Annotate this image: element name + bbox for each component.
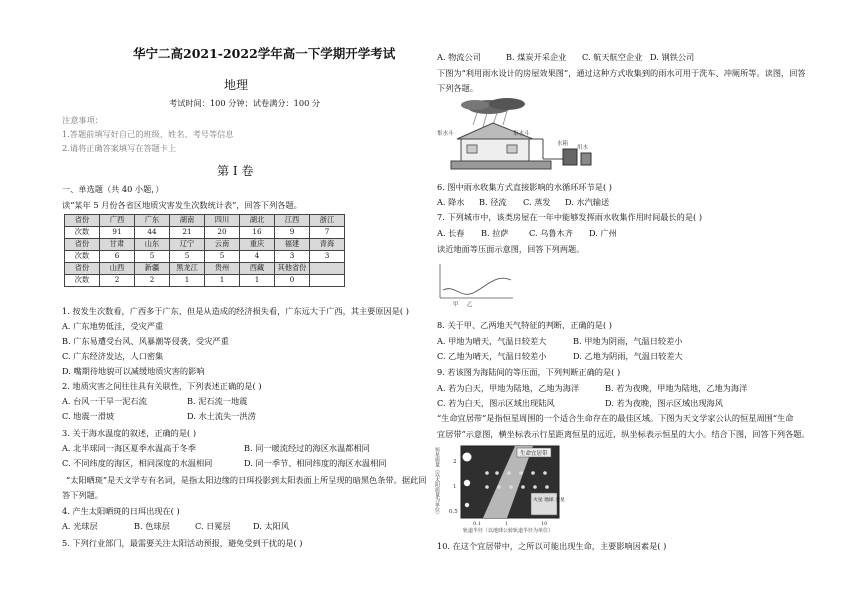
table-cell: 1 <box>205 275 240 287</box>
q3-option-b: B. 同一暖流经过的海区水温都相同 <box>244 443 370 453</box>
habitable-xlabel: 轨道半径（以地球公转轨道半径为单位） <box>463 528 554 534</box>
table-cell: 21 <box>170 227 205 239</box>
intro-1: 读“某年 5 月份各省区地质灾害发生次数统计表”，回答下列各题。 <box>62 200 302 210</box>
y-tick-0.5: 0.5 <box>449 509 458 515</box>
q5-option-a: A. 物流公司 <box>437 52 481 62</box>
habitable-ylabel: 恒星质量（以太阳质量为单位） <box>434 447 440 517</box>
house-label-3: 水箱 <box>557 141 569 147</box>
table-cell: 湖北 <box>240 215 275 227</box>
table-cell: 9 <box>275 227 310 239</box>
house-label-4: 用水 <box>577 145 589 151</box>
table-cell: 湖南 <box>170 215 205 227</box>
q3-option-c: C. 不同纬度的海区，相同深度的水温相同 <box>62 458 213 468</box>
section-title: 一、单选题（共 40 小题，） <box>62 184 164 194</box>
table-cell <box>310 263 345 275</box>
table-cell: 辽宁 <box>170 239 205 251</box>
q9-option-c: C. 若为白天，图示区域出现陆风 <box>437 398 555 408</box>
q2-option-c: C. 地震一滑坡 <box>62 411 115 421</box>
intro-3: 读近地面等压面示意图，回答下列两题。 <box>437 244 585 254</box>
q1-option-d: D. 嘴期待地貌可以减缓地质灾害的影响 <box>62 366 205 376</box>
table-cell: 福建 <box>275 239 310 251</box>
table-cell: 四川 <box>205 215 240 227</box>
q6-option-c: C. 蒸发 <box>523 197 551 207</box>
table-cell: 1 <box>170 275 205 287</box>
table-cell: 甘肃 <box>100 239 135 251</box>
planets-label: 火星 地球 金星 <box>533 498 565 503</box>
notice-title: 注意事项： <box>62 115 103 125</box>
isobar-figure <box>437 262 517 308</box>
paragraph-2-line-1: “生命宜居带”是指恒星周围的一个适合生命存在的最佳区域。下图为天文学家公认的恒星周围“生命 <box>437 413 794 423</box>
q6-option-d: D. 水汽输送 <box>565 197 610 207</box>
q5-option-d: D. 钢铁公司 <box>650 52 695 62</box>
table-row <box>65 215 345 227</box>
q4-option-a: A. 光球层 <box>62 521 98 531</box>
table-cell: 浙江 <box>310 215 345 227</box>
exam-title: 华宁二高2021-2022学年高一下学期开学考试 <box>133 46 396 61</box>
question-5: 5. 下列行业部门，最需要关注太阳活动预报，避免受到干扰的是( ) <box>62 538 303 548</box>
q1-option-b: B. 广东易遭受台风、风暴潮等侵袭，受灾严重 <box>62 336 229 346</box>
table-cell: 其他省份 <box>275 263 310 275</box>
table-cell: 5 <box>135 251 170 263</box>
q4-option-b: B. 色球层 <box>134 521 170 531</box>
house-label-1: 集水斗 <box>437 131 454 137</box>
paragraph-2-line-2: 宜居带”示意图，横坐标表示行星距离恒星的远近，纵坐标表示恒星的大小。结合下图，回答下列各题。 <box>437 429 810 439</box>
table-cell: 山东 <box>135 239 170 251</box>
q2-option-b: B. 泥石流一地震 <box>187 396 248 406</box>
table-cell: 2 <box>100 275 135 287</box>
table-cell: 省份 <box>65 263 100 275</box>
q7-option-c: C. 乌鲁木齐 <box>529 228 573 238</box>
table-cell: 青海 <box>310 239 345 251</box>
q8-option-d: D. 乙地为阴雨，气温日较差大 <box>573 351 683 361</box>
table-cell: 1 <box>240 275 275 287</box>
q9-option-b: B. 若为夜晚，甲地为陆地，乙地为海洋 <box>605 383 748 393</box>
x-tick-1: 1 <box>505 521 509 527</box>
exam-info: 考试时间：100 分钟；试卷满分：100 分 <box>169 98 321 108</box>
question-7: 7. 下列城市中，该类房屋在一年中能够发挥雨水收集作用时间最长的是( ) <box>437 212 703 222</box>
table-cell: 广东 <box>135 215 170 227</box>
paragraph-1-line-2: 答下列题。 <box>62 490 103 500</box>
table-cell: 3 <box>275 251 310 263</box>
table-cell: 重庆 <box>240 239 275 251</box>
table-cell: 黑龙江 <box>170 263 205 275</box>
table-cell: 江西 <box>275 215 310 227</box>
question-9: 9. 若该图为海陆间的等压面，下列判断正确的是( ) <box>437 367 621 377</box>
q6-option-b: B. 径流 <box>479 197 507 207</box>
table-cell: 次数 <box>65 227 100 239</box>
table-cell: 44 <box>135 227 170 239</box>
q1-option-c: C. 广东经济发达，人口密集 <box>62 351 164 361</box>
question-3: 3. 关于海水温度的叙述，正确的是( ) <box>62 428 197 438</box>
habitable-zone-label: 生命宜居带 <box>520 451 548 457</box>
question-4: 4. 产生太阳晒斑的日珥出现在( ) <box>62 506 180 516</box>
question-10: 10. 在这个宜居带中，之所以可能出现生命，主要影响因素是( ) <box>437 541 667 551</box>
table-cell: 7 <box>310 227 345 239</box>
question-2: 2. 地质灾害之间往往具有关联性，下列表述正确的是( ) <box>62 381 262 391</box>
q8-option-a: A. 甲地为晴天，气温日较差大 <box>437 336 547 346</box>
table-cell: 91 <box>100 227 135 239</box>
table-cell: 16 <box>240 227 275 239</box>
question-6: 6. 图中雨水收集方式直接影响的水循环环节是( ) <box>437 182 612 192</box>
q3-option-a: A. 北半球同一海区夏季水温高于冬季 <box>62 443 196 453</box>
q2-option-d: D. 水土流失一洪涝 <box>187 411 256 421</box>
table-row <box>65 239 345 251</box>
table-cell: 省份 <box>65 215 100 227</box>
volume-title: 第 I 卷 <box>217 164 254 178</box>
table-cell: 省份 <box>65 239 100 251</box>
question-1: 1. 按发生次数看，广西多于广东，但是从造成的经济损失看，广东远大于广西，其主要原因是( ) <box>62 306 409 316</box>
subject-title: 地理 <box>224 78 249 92</box>
q4-option-d: D. 太阳风 <box>253 521 290 531</box>
disaster-table <box>64 214 345 287</box>
table-cell: 次数 <box>65 275 100 287</box>
q2-option-a: A. 台风一干旱一泥石流 <box>62 396 147 406</box>
table-cell: 5 <box>205 251 240 263</box>
table-cell: 20 <box>205 227 240 239</box>
table-cell: 2 <box>135 275 170 287</box>
x-tick-10: 10 <box>541 521 548 527</box>
table-cell: 4 <box>240 251 275 263</box>
table-cell: 次数 <box>65 251 100 263</box>
table-row <box>65 263 345 275</box>
intro-2-line-2: 下列各题。 <box>437 83 478 93</box>
x-tick-0.1: 0.1 <box>473 521 481 527</box>
q7-option-d: D. 广州 <box>589 228 617 238</box>
y-tick-2: 2 <box>453 459 457 465</box>
notice-item-2: 2.请将正确答案填写在答题卡上 <box>62 143 177 153</box>
q8-option-b: B. 甲地为阴雨，气温日较差小 <box>573 336 683 346</box>
isobar-label-2: 乙 <box>467 302 473 308</box>
table-cell: 西藏 <box>240 263 275 275</box>
q3-option-d: D. 同一季节、相同纬度的海区水温相同 <box>244 458 387 468</box>
table-row <box>65 227 345 239</box>
table-cell: 广西 <box>100 215 135 227</box>
question-8: 8. 关于甲、乙两地天气特征的判断，正确的是( ) <box>437 320 612 330</box>
table-cell: 山西 <box>100 263 135 275</box>
q8-option-c: C. 乙地为晴天，气温日较差小 <box>437 351 547 361</box>
q4-option-c: C. 日冕层 <box>195 521 231 531</box>
house-label-2: 集水斗 <box>513 131 530 137</box>
table-cell: 云南 <box>205 239 240 251</box>
intro-2-line-1: 下图为“利用雨水设计的房屋效果图”，通过这种方式收集到的雨水可用于洗车、冲厕所等。读图，回答 <box>437 68 806 78</box>
table-cell: 6 <box>100 251 135 263</box>
q7-option-b: B. 拉萨 <box>481 228 509 238</box>
q9-option-d: D. 若为夜晚，图示区域出现海风 <box>605 398 723 408</box>
q9-option-a: A. 若为白天，甲地为陆地，乙地为海洋 <box>437 383 580 393</box>
table-cell: 3 <box>310 251 345 263</box>
table-row <box>65 275 345 287</box>
table-cell: 0 <box>275 275 310 287</box>
q5-option-b: B. 煤炭开采企业 <box>506 52 567 62</box>
habitable-zone-figure <box>434 443 587 534</box>
y-tick-1: 1 <box>453 484 457 490</box>
q1-option-a: A. 广东地势低洼，受灾严重 <box>62 321 164 331</box>
table-cell <box>310 275 345 287</box>
table-row <box>65 251 345 263</box>
table-cell: 贵州 <box>205 263 240 275</box>
table-cell: 新疆 <box>135 263 170 275</box>
paragraph-1-line-1: “太阳晒斑”是天文学专有名词，是指太阳边缘的日珥投影到太阳表面上所呈现的暗黑色条带。据此回 <box>66 475 427 485</box>
notice-item-1: 1.答题前填写好自己的班级、姓名、考号等信息 <box>62 129 234 139</box>
q7-option-a: A. 长春 <box>437 228 465 238</box>
table-cell: 5 <box>170 251 205 263</box>
q5-option-c: C. 航天航空企业 <box>582 52 643 62</box>
q6-option-a: A. 降水 <box>437 197 465 207</box>
isobar-label-1: 甲 <box>453 302 459 308</box>
rainwater-house-figure <box>437 95 597 173</box>
